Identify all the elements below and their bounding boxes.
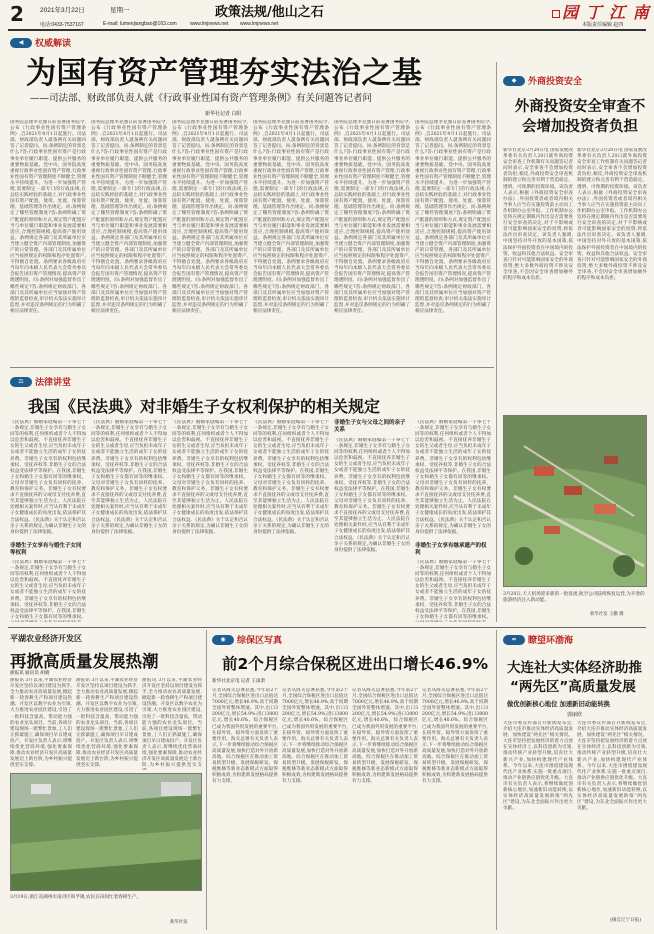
photo-aerial-credit: 新华社发 王鹏 摄 <box>590 612 624 617</box>
pinghu-headline: 再掀高质量发展热潮 <box>10 652 159 671</box>
main-headline: 为国有资产管理夯实法治之基 <box>26 56 423 91</box>
masthead-seal-icon <box>552 10 560 18</box>
law-body-col-2: 《民法典》婚姻家庭编第一千零七十一条规定,非婚生子女享有与婚生子女同等的权利,任何组织或者个人不得加以危害和歧视。不直接抚养非婚生子女的生父或者生母,应当负担未成年子女或者不能独立生活的成年子女的抚养费。非婚生子女享有的权利包括继承权、受抚养权等,非婚生子女的合法权益受法律平等保护。在我国,非婚生子女和婚生子女都有同等的继承权。父母对非婚生子女负有同样的抚养、教育和保护义务。非婚生子女有权要求不直接抚养的父或母支付抚养费,直至其能够独立生活为止。人民法院在处理相关案件时,应当从有利于未成年子女健康成长的角度出发,依法保护其合法权益。《民法典》关于认定和否认亲子关系的规定,为确认非婚生子女的身份提供了法律依据。 <box>91 420 167 535</box>
law-body-col-1: 《民法典》婚姻家庭编第一千零七十一条规定,非婚生子女享有与婚生子女同等的权利,任何组织或者个人不得加以危害和歧视。不直接抚养非婚生子女的生父或者生母,应当负担未成年子女或者不能独立生活的成年子女的抚养费。非婚生子女享有的权利包括继承权、受抚养权等,非婚生子女的合法权益受法律平等保护。在我国,非婚生子女和婚生子女都有同等的继承权。父母对非婚生子女负有同样的抚养、教育和保护义务。非婚生子女有权要求不直接抚养的父或母支付抚养费,直至其能够独立生活为止。人民法院在处理相关案件时,应当从有利于未成年子女健康成长的角度出发,依法保护其合法权益。《民法典》关于认定和否认亲子关系的规定,为确认非婚生子女的身份提供了法律依据。 <box>10 420 86 535</box>
section-label-authority: ◀ 权威解读 <box>10 36 71 49</box>
main-subhead: ——司法部、财政部负责人就《行政事业性国有资产管理条例》有关问题答记者问 <box>30 93 373 104</box>
farm-photo-image <box>11 774 202 891</box>
main-body-col-6: 国务院总理李克强日前签署国务院令,公布《行政事业性国有资产管理条例》,自2021年4月1日起施行。司法部、财政部负责人就条例有关问题回答了记者提问。问:条例制定的背景是什么?答:行政事业性国有资产是行政事业单位履行职能、提供公共服务的重要物质基础。党中央、国务院高度重视行政事业性国有资产管理,行政事业性国有资产管理制度不断健全,管理水平持续提升。为进一步加强资产管理,需要制定一部专门的行政法规,在总结实践经验的基础上,对行政事业性国有资产配置、使用、处置、预算管理、基础管理等作出规定。问:条例规定了哪些管理制度?答:条例明确了资产配置的原则和方式,规定资产配置应当与单位履行职能和事业发展需要相适应,合理控制规模,提高资产使用效益。条例规定各部门及其所属单位应当建立健全资产内部管理制度,加强资产的日常管理。各部门及其所属单位应当按照规定的权限和程序处置资产,不得擅自处置。条例要求各级政府应当每年向本级人民代表大会常务委员会报告国有资产管理情况,提高资产管理透明度。问:条例对加强监督作出了哪些规定?答:条例规定财政部门、各部门及其所属单位应当加强对资产管理的监督检查,审计机关依法实施审计监督,并对违反条例规定的行为明确了相应法律责任。 <box>415 120 491 314</box>
contact-email: E-mail: lumenjiangbao@163.com <box>103 21 177 27</box>
pinghu-col-2: 浙报讯 3月以来,平湖农业经济开发区坚持以项目建设为抓手,全力推动农业高质量发展,掀起新一轮春耕生产和项目建设热潮。开发区以数字农业为引领,大力推进农业园区建设,引进了一批科技含量高、带动能力强的农业龙头项目。当前,各项目建设现场一派繁忙景象,工人们正抓紧施工,确保项目早日建成投产。开发区负责人表示,将继续优化营商环境,强化要素保障,推动农业经济开发区高质量发展迈上新台阶,为乡村振兴提供坚实支撑。 <box>76 678 138 769</box>
page-editor: 本版责任编辑 赵四 <box>582 22 624 28</box>
law-subtitle-3: 非婚生子女享有继承遗产的权利 <box>415 543 487 556</box>
bullhorn-icon: ◀ <box>10 38 32 48</box>
dalian-headline-2: “两先区”高质量发展 <box>510 679 636 695</box>
shield-icon: ◆ <box>503 76 525 86</box>
dalian-byline: 郭丽欣 <box>567 712 583 718</box>
law-body-col-5: 《民法典》婚姻家庭编第一千零七十一条规定,非婚生子女享有与婚生子女同等的权利,任何组织或者个人不得加以危害和歧视。不直接抚养非婚生子女的生父或者生母,应当负担未成年子女或者不能独立生活的成年子女的抚养费。非婚生子女享有的权利包括继承权、受抚养权等,非婚生子女的合法权益受法律平等保护。在我国,非婚生子女和婚生子女都有同等的继承权。父母对非婚生子女负有同样的抚养、教育和保护义务。非婚生子女有权要求不直接抚养的父或母支付抚养费,直至其能够独立生活为止。人民法院在处理相关案件时,应当从有利于未成年子女健康成长的角度出发,依法保护其合法权益。《民法典》关于认定和否认亲子关系的规定,为确认非婚生子女的身份提供了法律依据。 <box>334 438 410 553</box>
header-rule <box>8 29 646 31</box>
website-1: www.lmjnews.net <box>190 21 229 27</box>
section-label-bohai: ≈ 瞭望环渤海 <box>503 633 573 646</box>
dalian-col-2: 大连市委宣传部召开新闻发布会,介绍大连市推动实体经济高质量发展、加快建设“两先区”相关情况。大连市坚持把发展经济的着力点放在实体经济上,以科技创新为引领,推动传统产业转型升级,培育壮大新兴产业,加快构建现代产业体系。今年以来,大连市围绕建设现代化产业体系,实施一批重点项目,推动产业链供应链优化升级。大连市有关负责人表示,将继续做优创新核心地位,加速新旧动能转换,以实体经济高质量发展助推“两先区”建设,为东北全面振兴作出更大贡献。 <box>577 721 647 812</box>
bonded-zone-col-3: 记者从海关总署获悉,今年前2个月,全国综合保税区进出口总值达7000亿元,增长46.9%,高于同期全国外贸整体增速。其中,出口3200亿元,增长54.9%;进口3800亿元,增长40.6%。综合保税区已成为我国外贸发展的重要平台,在稳外贸、稳外资方面发挥了重要作用。海关总署有关负责人表示,下一步将继续推动综合保税区高质量发展,加快打造对外开放新高地。综合保税区在推动加工贸易转型升级、发展保税研发、保税维修等新业态新模式方面取得积极成效,为构建新发展格局提供有力支撑。 <box>352 688 418 785</box>
dalian-source: (摘自辽宁日报) <box>610 918 642 923</box>
column-divider <box>496 62 497 622</box>
contact-phone: 电话:0433-7537167 <box>40 22 84 28</box>
wave-icon: ≈ <box>503 635 525 645</box>
main-body-col-4: 国务院总理李克强日前签署国务院令,公布《行政事业性国有资产管理条例》,自2021年4月1日起施行。司法部、财政部负责人就条例有关问题回答了记者提问。问:条例制定的背景是什么?答:行政事业性国有资产是行政事业单位履行职能、提供公共服务的重要物质基础。党中央、国务院高度重视行政事业性国有资产管理,行政事业性国有资产管理制度不断健全,管理水平持续提升。为进一步加强资产管理,需要制定一部专门的行政法规,在总结实践经验的基础上,对行政事业性国有资产配置、使用、处置、预算管理、基础管理等作出规定。问:条例规定了哪些管理制度?答:条例明确了资产配置的原则和方式,规定资产配置应当与单位履行职能和事业发展需要相适应,合理控制规模,提高资产使用效益。条例规定各部门及其所属单位应当建立健全资产内部管理制度,加强资产的日常管理。各部门及其所属单位应当按照规定的权限和程序处置资产,不得擅自处置。条例要求各级政府应当每年向本级人民代表大会常务委员会报告国有资产管理情况,提高资产管理透明度。问:条例对加强监督作出了哪些规定?答:条例规定财政部门、各部门及其所属单位应当加强对资产管理的监督检查,审计机关依法实施审计监督,并对违反条例规定的行为明确了相应法律责任。 <box>253 120 329 314</box>
bonded-zone-headline: 前2个月综合保税区进出口增长46.9% <box>222 655 489 673</box>
section-label-foreign-investment: ◆ 外商投资安全 <box>503 74 582 87</box>
main-body-col-2: 国务院总理李克强日前签署国务院令,公布《行政事业性国有资产管理条例》,自2021年4月1日起施行。司法部、财政部负责人就条例有关问题回答了记者提问。问:条例制定的背景是什么?答:行政事业性国有资产是行政事业单位履行职能、提供公共服务的重要物质基础。党中央、国务院高度重视行政事业性国有资产管理,行政事业性国有资产管理制度不断健全,管理水平持续提升。为进一步加强资产管理,需要制定一部专门的行政法规,在总结实践经验的基础上,对行政事业性国有资产配置、使用、处置、预算管理、基础管理等作出规定。问:条例规定了哪些管理制度?答:条例明确了资产配置的原则和方式,规定资产配置应当与单位履行职能和事业发展需要相适应,合理控制规模,提高资产使用效益。条例规定各部门及其所属单位应当建立健全资产内部管理制度,加强资产的日常管理。各部门及其所属单位应当按照规定的权限和程序处置资产,不得擅自处置。条例要求各级政府应当每年向本级人民代表大会常务委员会报告国有资产管理情况,提高资产管理透明度。问:条例对加强监督作出了哪些规定?答:条例规定财政部门、各部门及其所属单位应当加强对资产管理的监督检查,审计机关依法实施审计监督,并对违反条例规定的行为明确了相应法律责任。 <box>91 120 167 314</box>
section-label-bonded-zone: ◉ 综保区写真 <box>212 633 282 646</box>
masthead-logo: 园 丁 江 南 <box>552 0 650 23</box>
law-body-col-6b: 《民法典》婚姻家庭编第一千零七十一条规定,非婚生子女享有与婚生子女同等的权利,任何组织或者个人不得加以危害和歧视。不直接抚养非婚生子女的生父或者生母,应当负担未成年子女或者不能独立生活的成年子女的抚养费。非婚生子女享有的权利包括继承权、受抚养权等,非婚生子女的合法权益受法律平等保护。在我国,非婚生子女和婚生子女都有同等的继承权。 <box>415 560 491 620</box>
photo-aerial-caption: 3月20日,天人机场迎来新的一批客流,航空公司陆续恢复运营,为开春的旅游经济注入新动能。 <box>503 592 645 603</box>
section-rule-law <box>10 367 494 368</box>
photo-aerial-town <box>503 415 647 587</box>
dalian-col-1: 大连市委宣传部召开新闻发布会,介绍大连市推动实体经济高质量发展、加快建设“两先区”相关情况。大连市坚持把发展经济的着力点放在实体经济上,以科技创新为引领,推动传统产业转型升级,培育壮大新兴产业,加快构建现代产业体系。今年以来,大连市围绕建设现代化产业体系,实施一批重点项目,推动产业链供应链优化升级。大连市有关负责人表示,将继续做优创新核心地位,加速新旧动能转换,以实体经济高质量发展助推“两先区”建设,为东北全面振兴作出更大贡献。 <box>503 721 573 812</box>
column-divider-2 <box>206 630 207 930</box>
page-number: 2 <box>10 2 24 26</box>
law-subtitle-1: 非婚生子女享有与婚生子女同等权利 <box>10 543 82 556</box>
photo-farm-credit: 新华社发 <box>170 920 188 925</box>
column-divider-3 <box>496 630 497 930</box>
law-body-col-1b: 《民法典》婚姻家庭编第一千零七十一条规定,非婚生子女享有与婚生子女同等的权利,任何组织或者个人不得加以危害和歧视。不直接抚养非婚生子女的生父或者生母,应当负担未成年子女或者不能独立生活的成年子女的抚养费。非婚生子女享有的权利包括继承权、受抚养权等,非婚生子女的合法权益受法律平等保护。在我国,非婚生子女和婚生子女都有同等的继承权。 <box>10 560 86 620</box>
issue-date: 2021年3月22日 <box>40 7 85 14</box>
photo-farm <box>10 773 202 891</box>
bonded-zone-byline: 新华社北京电 记者 王雨萧 <box>212 678 266 683</box>
foreign-investment-headline: 外商投资安全审查不会增加投资者负担 <box>514 99 646 135</box>
main-byline: 新华社记者 白阳 <box>205 111 242 117</box>
main-body-col-1: 国务院总理李克强日前签署国务院令,公布《行政事业性国有资产管理条例》,自2021年4月1日起施行。司法部、财政部负责人就条例有关问题回答了记者提问。问:条例制定的背景是什么?答:行政事业性国有资产是行政事业单位履行职能、提供公共服务的重要物质基础。党中央、国务院高度重视行政事业性国有资产管理,行政事业性国有资产管理制度不断健全,管理水平持续提升。为进一步加强资产管理,需要制定一部专门的行政法规,在总结实践经验的基础上,对行政事业性国有资产配置、使用、处置、预算管理、基础管理等作出规定。问:条例规定了哪些管理制度?答:条例明确了资产配置的原则和方式,规定资产配置应当与单位履行职能和事业发展需要相适应,合理控制规模,提高资产使用效益。条例规定各部门及其所属单位应当建立健全资产内部管理制度,加强资产的日常管理。各部门及其所属单位应当按照规定的权限和程序处置资产,不得擅自处置。条例要求各级政府应当每年向本级人民代表大会常务委员会报告国有资产管理情况,提高资产管理透明度。问:条例对加强监督作出了哪些规定?答:条例规定财政部门、各部门及其所属单位应当加强对资产管理的监督检查,审计机关依法实施审计监督,并对违反条例规定的行为明确了相应法律责任。 <box>10 120 86 314</box>
bonded-zone-col-2: 记者从海关总署获悉,今年前2个月,全国综合保税区进出口总值达7000亿元,增长46.9%,高于同期全国外贸整体增速。其中,出口3200亿元,增长54.9%;进口3800亿元,增长40.6%。综合保税区已成为我国外贸发展的重要平台,在稳外贸、稳外资方面发挥了重要作用。海关总署有关负责人表示,下一步将继续推动综合保税区高质量发展,加快打造对外开放新高地。综合保税区在推动加工贸易转型升级、发展保税研发、保税维修等新业态新模式方面取得积极成效,为构建新发展格局提供有力支撑。 <box>282 688 348 785</box>
dalian-headline-1: 大连社大实体经济助推 <box>507 660 642 676</box>
pinghu-byline: 浙报讯 通讯员 胡晓 <box>10 670 50 675</box>
foreign-investment-col-1: 新华社北京3月20日电 国家发展改革委有关负责人20日就外商投资安全审查工作机制有关问题答记者问时表示,安全审查不会增加投资者负担,相反,外商投资安全审查机制的建立和完善有利于营造稳定、透明、可预期的投资环境。该负责人表示,根据《外商投资安全审查办法》,外国投资者或者境内相关当事人应当在实施投资前主动向工作机制办公室申报。工作机制办公室将在规定期限内作出是否需要进行安全审查的决定,对于不影响或者可能影响国家安全的投资,将依法作出审查决定。该负责人强调,中国坚持对外开放的基本国策,依法保护外国投资者在中国境内的投资、收益和其他合法权益。安全审查只针对可能影响国家安全的外商投资,绝大多数外商投资不涉及安全审查,不会因安全审查增加额外的程序和成本负担。 <box>503 148 573 281</box>
law-body-col-3: 《民法典》婚姻家庭编第一千零七十一条规定,非婚生子女享有与婚生子女同等的权利,任何组织或者个人不得加以危害和歧视。不直接抚养非婚生子女的生父或者生母,应当负担未成年子女或者不能独立生活的成年子女的抚养费。非婚生子女享有的权利包括继承权、受抚养权等,非婚生子女的合法权益受法律平等保护。在我国,非婚生子女和婚生子女都有同等的继承权。父母对非婚生子女负有同样的抚养、教育和保护义务。非婚生子女有权要求不直接抚养的父或母支付抚养费,直至其能够独立生活为止。人民法院在处理相关案件时,应当从有利于未成年子女健康成长的角度出发,依法保护其合法权益。《民法典》关于认定和否认亲子关系的规定,为确认非婚生子女的身份提供了法律依据。 <box>172 420 248 535</box>
camera-icon: ◉ <box>212 635 234 645</box>
page-section-title: 政策法规/他山之石 <box>215 5 324 20</box>
gavel-icon: ⚖ <box>10 377 32 387</box>
bonded-zone-col-1: 记者从海关总署获悉,今年前2个月,全国综合保税区进出口总值达7000亿元,增长46.9%,高于同期全国外贸整体增速。其中,出口3200亿元,增长54.9%;进口3800亿元,增长40.6%。综合保税区已成为我国外贸发展的重要平台,在稳外贸、稳外资方面发挥了重要作用。海关总署有关负责人表示,下一步将继续推动综合保税区高质量发展,加快打造对外开放新高地。综合保税区在推动加工贸易转型升级、发展保税研发、保税维修等新业态新模式方面取得积极成效,为构建新发展格局提供有力支撑。 <box>212 688 278 785</box>
dalian-subhead: 做优创新核心地位 加速新旧动能转换 <box>507 701 610 708</box>
photo-farm-caption: 3月19日,浙江省湖州市南浔区和孚镇,农民在田间忙着春耕生产。 <box>10 895 142 900</box>
pinghu-col-3: 浙报讯 3月以来,平湖农业经济开发区坚持以项目建设为抓手,全力推动农业高质量发展,掀起新一轮春耕生产和项目建设热潮。开发区以数字农业为引领,大力推进农业园区建设,引进了一批科技含量高、带动能力强的农业龙头项目。当前,各项目建设现场一派繁忙景象,工人们正抓紧施工,确保项目早日建成投产。开发区负责人表示,将继续优化营商环境,强化要素保障,推动农业经济开发区高质量发展迈上新台阶,为乡村振兴提供坚实支 <box>142 678 202 769</box>
main-body-col-3: 国务院总理李克强日前签署国务院令,公布《行政事业性国有资产管理条例》,自2021年4月1日起施行。司法部、财政部负责人就条例有关问题回答了记者提问。问:条例制定的背景是什么?答:行政事业性国有资产是行政事业单位履行职能、提供公共服务的重要物质基础。党中央、国务院高度重视行政事业性国有资产管理,行政事业性国有资产管理制度不断健全,管理水平持续提升。为进一步加强资产管理,需要制定一部专门的行政法规,在总结实践经验的基础上,对行政事业性国有资产配置、使用、处置、预算管理、基础管理等作出规定。问:条例规定了哪些管理制度?答:条例明确了资产配置的原则和方式,规定资产配置应当与单位履行职能和事业发展需要相适应,合理控制规模,提高资产使用效益。条例规定各部门及其所属单位应当建立健全资产内部管理制度,加强资产的日常管理。各部门及其所属单位应当按照规定的权限和程序处置资产,不得擅自处置。条例要求各级政府应当每年向本级人民代表大会常务委员会报告国有资产管理情况,提高资产管理透明度。问:条例对加强监督作出了哪些规定?答:条例规定财政部门、各部门及其所属单位应当加强对资产管理的监督检查,审计机关依法实施审计监督,并对违反条例规定的行为明确了相应法律责任。 <box>172 120 248 314</box>
issue-weekday: 星期一 <box>110 7 130 14</box>
law-body-col-6: 《民法典》婚姻家庭编第一千零七十一条规定,非婚生子女享有与婚生子女同等的权利,任何组织或者个人不得加以危害和歧视。不直接抚养非婚生子女的生父或者生母,应当负担未成年子女或者不能独立生活的成年子女的抚养费。非婚生子女享有的权利包括继承权、受抚养权等,非婚生子女的合法权益受法律平等保护。在我国,非婚生子女和婚生子女都有同等的继承权。父母对非婚生子女负有同样的抚养、教育和保护义务。非婚生子女有权要求不直接抚养的父或母支付抚养费,直至其能够独立生活为止。人民法院在处理相关案件时,应当从有利于未成年子女健康成长的角度出发,依法保护其合法权益。《民法典》关于认定和否认亲子关系的规定,为确认非婚生子女的身份提供了法律依据。 <box>415 420 491 535</box>
law-body-col-4: 《民法典》婚姻家庭编第一千零七十一条规定,非婚生子女享有与婚生子女同等的权利,任何组织或者个人不得加以危害和歧视。不直接抚养非婚生子女的生父或者生母,应当负担未成年子女或者不能独立生活的成年子女的抚养费。非婚生子女享有的权利包括继承权、受抚养权等,非婚生子女的合法权益受法律平等保护。在我国,非婚生子女和婚生子女都有同等的继承权。父母对非婚生子女负有同样的抚养、教育和保护义务。非婚生子女有权要求不直接抚养的父或母支付抚养费,直至其能够独立生活为止。人民法院在处理相关案件时,应当从有利于未成年子女健康成长的角度出发,依法保护其合法权益。《民法典》关于认定和否认亲子关系的规定,为确认非婚生子女的身份提供了法律依据。 <box>253 420 329 535</box>
bonded-zone-col-4: 记者从海关总署获悉,今年前2个月,全国综合保税区进出口总值达7000亿元,增长46.9%,高于同期全国外贸整体增速。其中,出口3200亿元,增长54.9%;进口3800亿元,增长40.6%。综合保税区已成为我国外贸发展的重要平台,在稳外贸、稳外资方面发挥了重要作用。海关总署有关负责人表示,下一步将继续推动综合保税区高质量发展,加快打造对外开放新高地。综合保税区在推动加工贸易转型升级、发展保税研发、保税维修等新业态新模式方面取得积极成效,为构建新发展格局提供有力支撑。 <box>422 688 488 785</box>
middle-rule <box>8 627 646 628</box>
aerial-photo-image <box>504 416 647 587</box>
main-body-col-5: 国务院总理李克强日前签署国务院令,公布《行政事业性国有资产管理条例》,自2021年4月1日起施行。司法部、财政部负责人就条例有关问题回答了记者提问。问:条例制定的背景是什么?答:行政事业性国有资产是行政事业单位履行职能、提供公共服务的重要物质基础。党中央、国务院高度重视行政事业性国有资产管理,行政事业性国有资产管理制度不断健全,管理水平持续提升。为进一步加强资产管理,需要制定一部专门的行政法规,在总结实践经验的基础上,对行政事业性国有资产配置、使用、处置、预算管理、基础管理等作出规定。问:条例规定了哪些管理制度?答:条例明确了资产配置的原则和方式,规定资产配置应当与单位履行职能和事业发展需要相适应,合理控制规模,提高资产使用效益。条例规定各部门及其所属单位应当建立健全资产内部管理制度,加强资产的日常管理。各部门及其所属单位应当按照规定的权限和程序处置资产,不得擅自处置。条例要求各级政府应当每年向本级人民代表大会常务委员会报告国有资产管理情况,提高资产管理透明度。问:条例对加强监督作出了哪些规定?答:条例规定财政部门、各部门及其所属单位应当加强对资产管理的监督检查,审计机关依法实施审计监督,并对违反条例规定的行为明确了相应法律责任。 <box>334 120 410 314</box>
section-label-pinghu: 平湖农业经济开发区 <box>10 634 82 643</box>
law-headline: 我国《民法典》对非婚生子女权利保护的相关规定 <box>28 397 381 416</box>
pinghu-col-1: 浙报讯 3月以来,平湖农业经济开发区坚持以项目建设为抓手,全力推动农业高质量发展,掀起新一轮春耕生产和项目建设热潮。开发区以数字农业为引领,大力推进农业园区建设,引进了一批科技含量高、带动能力强的农业龙头项目。当前,各项目建设现场一派繁忙景象,工人们正抓紧施工,确保项目早日建成投产。开发区负责人表示,将继续优化营商环境,强化要素保障,推动农业经济开发区高质量发展迈上新台阶,为乡村振兴提供坚实支撑。 <box>10 678 72 769</box>
website-2: www.lmjnews.net <box>240 21 279 27</box>
section-label-law: ⚖ 法律讲堂 <box>10 375 71 388</box>
foreign-investment-col-2: 新华社北京3月20日电 国家发展改革委有关负责人20日就外商投资安全审查工作机制有关问题答记者问时表示,安全审查不会增加投资者负担,相反,外商投资安全审查机制的建立和完善有利于营造稳定、透明、可预期的投资环境。该负责人表示,根据《外商投资安全审查办法》,外国投资者或者境内相关当事人应当在实施投资前主动向工作机制办公室申报。工作机制办公室将在规定期限内作出是否需要进行安全审查的决定,对于不影响或者可能影响国家安全的投资,将依法作出审查决定。该负责人强调,中国坚持对外开放的基本国策,依法保护外国投资者在中国境内的投资、收益和其他合法权益。安全审查只针对可能影响国家安全的外商投资,绝大多数外商投资不涉及安全审查,不会因安全审查增加额外的程序和成本负担。 <box>577 148 647 281</box>
law-subtitle-2: 非婚生子女与父母之间的亲子关系 <box>334 420 406 433</box>
